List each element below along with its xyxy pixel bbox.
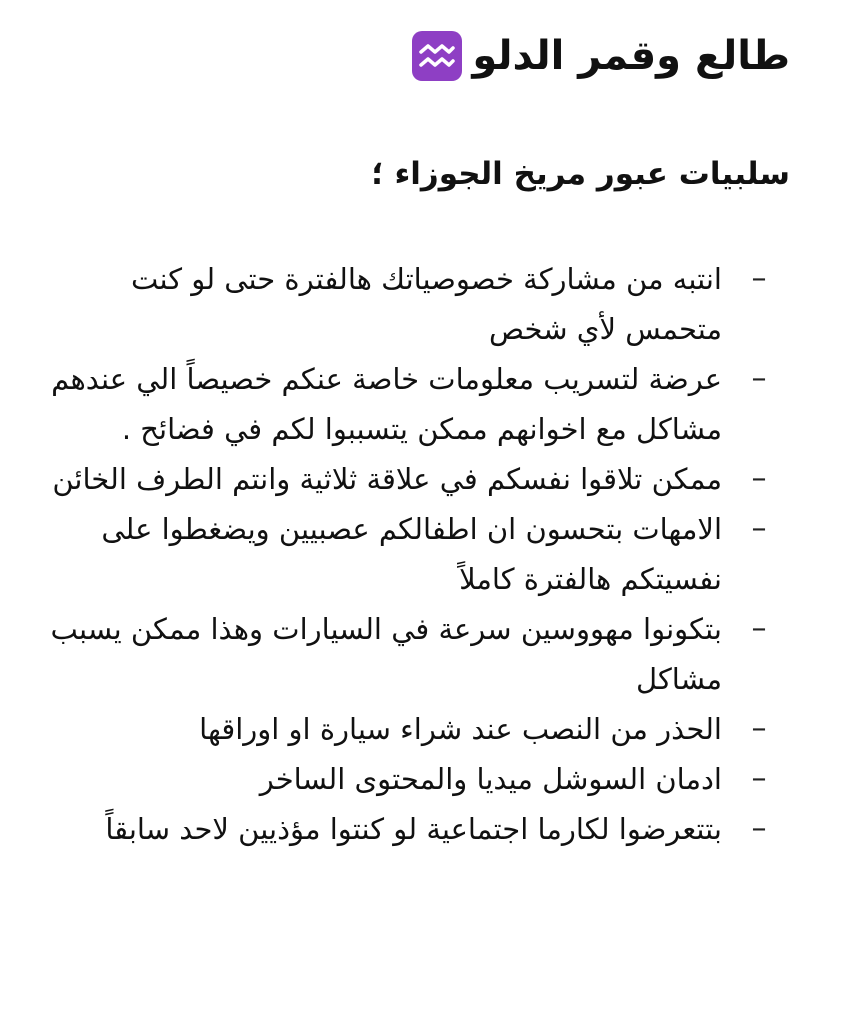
list-item-text: عرضة لتسريب معلومات خاصة عنكم خصيصاً الي عندهم مشاكل مع اخوانهم ممكن يتسببوا لكم في فضائح . bbox=[51, 362, 722, 446]
page-title: طالع وقمر الدلو bbox=[472, 33, 790, 79]
list-item bbox=[40, 804, 790, 854]
dash-marker: – bbox=[751, 261, 767, 296]
list-item-text: ممكن تلاقوا نفسكم في علاقة ثلاثية وانتم الطرف الخائن bbox=[52, 462, 722, 496]
aquarius-glyph bbox=[418, 40, 456, 72]
dash-marker: – bbox=[751, 811, 767, 846]
list-item-text: الحذر من النصب عند شراء سيارة او اوراقها bbox=[199, 712, 722, 746]
bullet-list bbox=[40, 254, 790, 854]
list-item bbox=[40, 454, 790, 504]
section-title: سلبيات عبور مريخ الجوزاء ؛ bbox=[371, 156, 790, 192]
list-item-text: انتبه من مشاركة خصوصياتك هالفترة حتى لو كنت متحمس لأي شخص bbox=[131, 262, 722, 346]
dash-marker: – bbox=[751, 711, 767, 746]
dash-marker: – bbox=[751, 361, 767, 396]
list-item bbox=[40, 604, 790, 704]
list-item-text: بتتعرضوا لكارما اجتماعية لو كنتوا مؤذيين لاحد سابقاً bbox=[105, 812, 722, 846]
list-item bbox=[40, 504, 790, 604]
aquarius-sign-icon bbox=[412, 31, 462, 81]
dash-marker: – bbox=[751, 511, 767, 546]
list-item-text: ادمان السوشل ميديا والمحتوى الساخر bbox=[259, 762, 722, 796]
dash-marker: – bbox=[751, 761, 767, 796]
list-item-text: الامهات بتحسون ان اطفالكم عصبيين ويضغطوا على نفسيتكم هالفترة كاملاً bbox=[101, 512, 722, 596]
dash-marker: – bbox=[751, 611, 767, 646]
list-item bbox=[40, 254, 790, 354]
list-item bbox=[40, 704, 790, 754]
heading-row bbox=[40, 22, 790, 90]
dash-marker: – bbox=[751, 461, 767, 496]
list-item bbox=[40, 754, 790, 804]
list-item-text: بتكونوا مهووسين سرعة في السيارات وهذا ممكن يسبب مشاكل bbox=[50, 612, 722, 696]
list-item bbox=[40, 354, 790, 454]
